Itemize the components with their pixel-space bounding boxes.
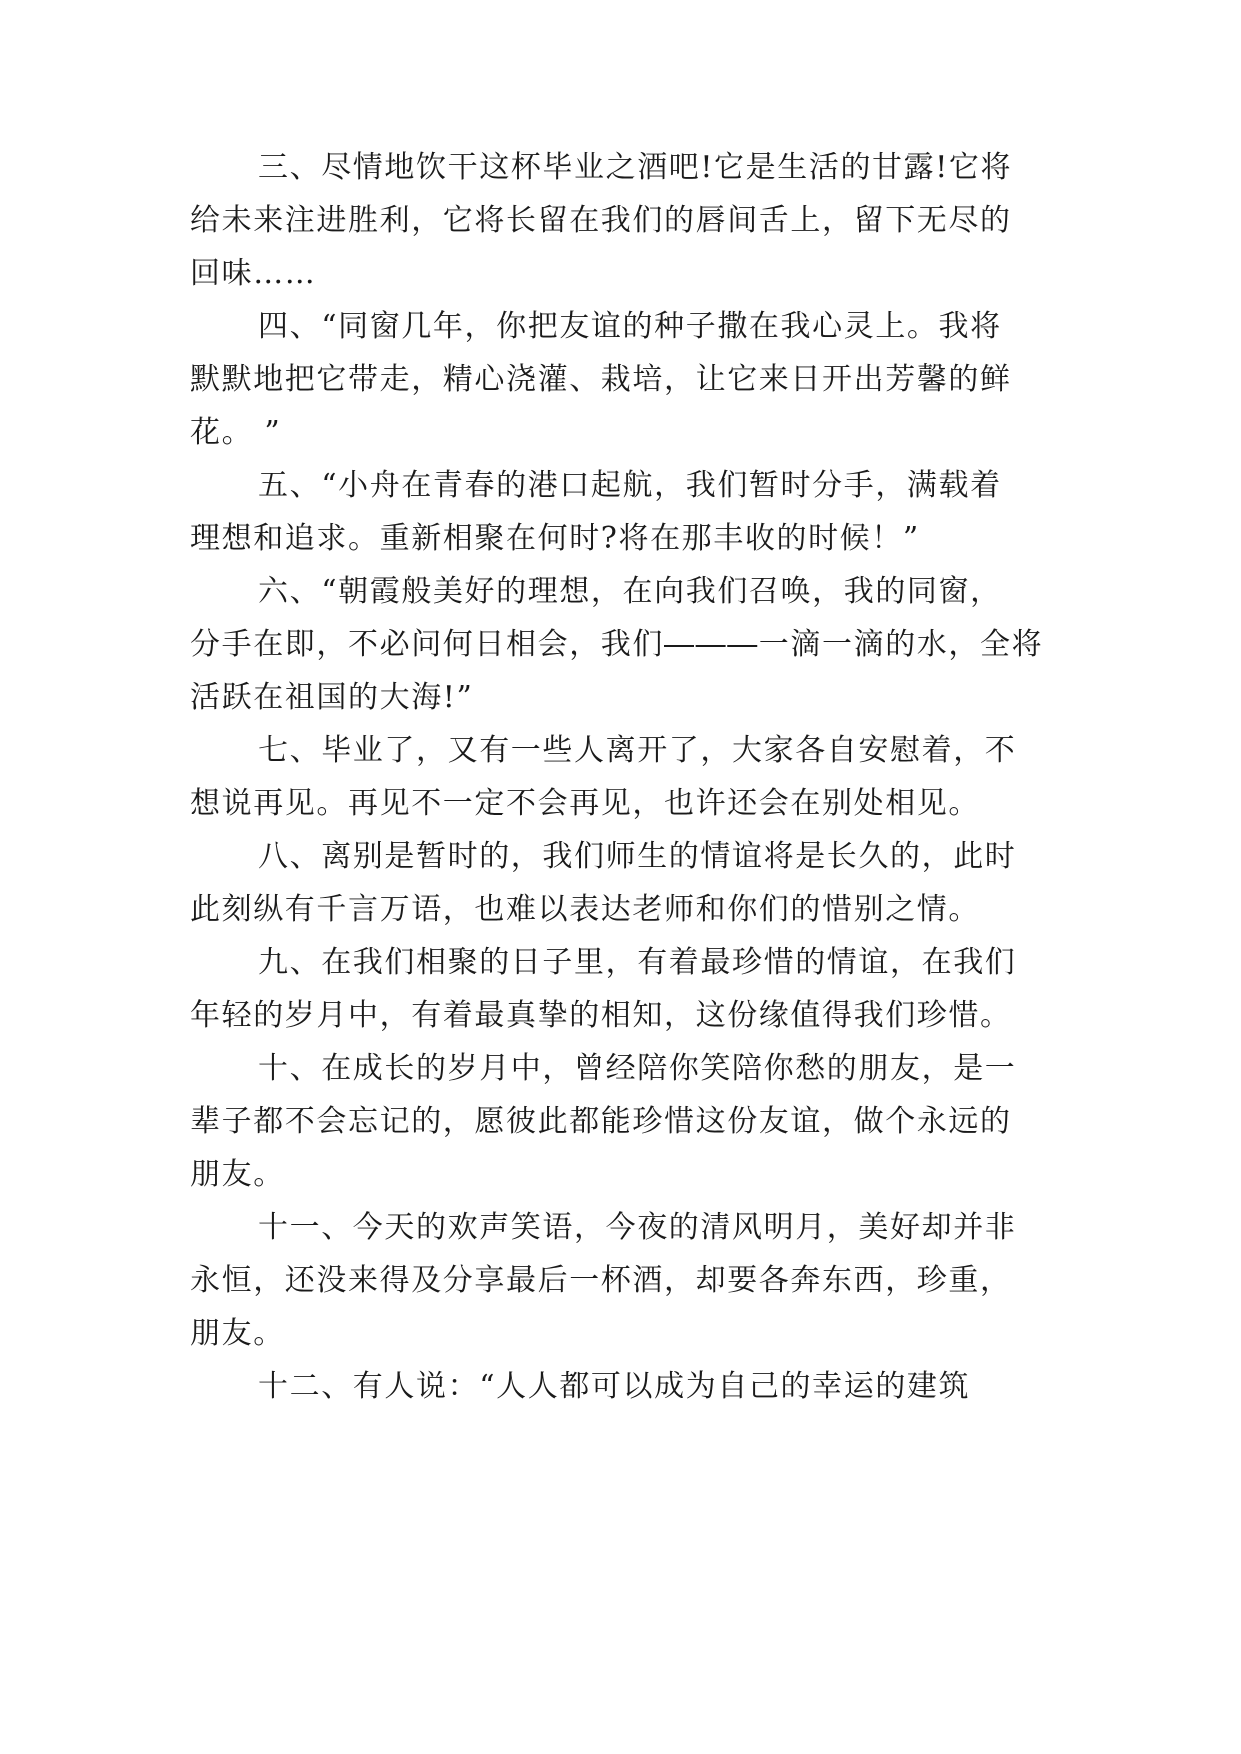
paragraph-7-line-2: 想说再见。再见不一定不会再见，也许还会在别处相见。: [190, 786, 980, 821]
paragraph-3-line-3: 回味……: [190, 256, 317, 291]
paragraph-11-line-1: 十一、今天的欢声笑语，今夜的清风明月，美好却并非: [258, 1210, 1017, 1245]
paragraph-10-line-2: 辈子都不会忘记的，愿彼此都能珍惜这份友谊，做个永远的: [190, 1104, 1012, 1139]
paragraph-12-line-1: 十二、有人说：“人人都可以成为自己的幸运的建筑: [258, 1369, 971, 1404]
paragraph-6-line-3: 活跃在祖国的大海!”: [190, 680, 474, 715]
paragraph-10-line-1: 十、在成长的岁月中，曾经陪你笑陪你愁的朋友，是一: [258, 1051, 1017, 1086]
paragraph-6-line-1: 六、“朝霞般美好的理想，在向我们召唤，我的同窗，: [258, 574, 1002, 609]
paragraph-9-line-2: 年轻的岁月中，有着最真挚的相知，这份缘值得我们珍惜。: [190, 998, 1012, 1033]
paragraph-11-line-2: 永恒，还没来得及分享最后一杯酒，却要各奔东西，珍重，: [190, 1263, 1012, 1298]
paragraph-4-line-3: 花。 ”: [190, 415, 282, 450]
paragraph-3-line-2: 给未来注进胜利，它将长留在我们的唇间舌上，留下无尽的: [190, 203, 1012, 238]
paragraph-9-line-1: 九、在我们相聚的日子里，有着最珍惜的情谊，在我们: [258, 945, 1017, 980]
paragraph-4-line-2: 默默地把它带走，精心浇灌、栽培，让它来日开出芳馨的鲜: [190, 362, 1012, 397]
paragraph-4-line-1: 四、“同窗几年，你把友谊的种子撒在我心灵上。我将: [258, 309, 1002, 344]
paragraph-5-line-2: 理想和追求。重新相聚在何时?将在那丰收的时候！”: [190, 521, 920, 556]
paragraph-7-line-1: 七、毕业了，又有一些人离开了，大家各自安慰着，不: [258, 733, 1017, 768]
paragraph-8-line-2: 此刻纵有千言万语，也难以表达老师和你们的惜别之情。: [190, 892, 980, 927]
paragraph-3-line-1: 三、尽情地饮干这杯毕业之酒吧!它是生活的甘露!它将: [258, 150, 1013, 185]
paragraph-6-line-2: 分手在即，不必问何日相会，我们―――一滴一滴的水，全将: [190, 627, 1044, 662]
paragraph-11-line-3: 朋友。: [190, 1316, 285, 1351]
paragraph-8-line-1: 八、离别是暂时的，我们师生的情谊将是长久的，此时: [258, 839, 1017, 874]
paragraph-5-line-1: 五、“小舟在青春的港口起航，我们暂时分手，满载着: [258, 468, 1002, 503]
paragraph-10-line-3: 朋友。: [190, 1157, 285, 1192]
